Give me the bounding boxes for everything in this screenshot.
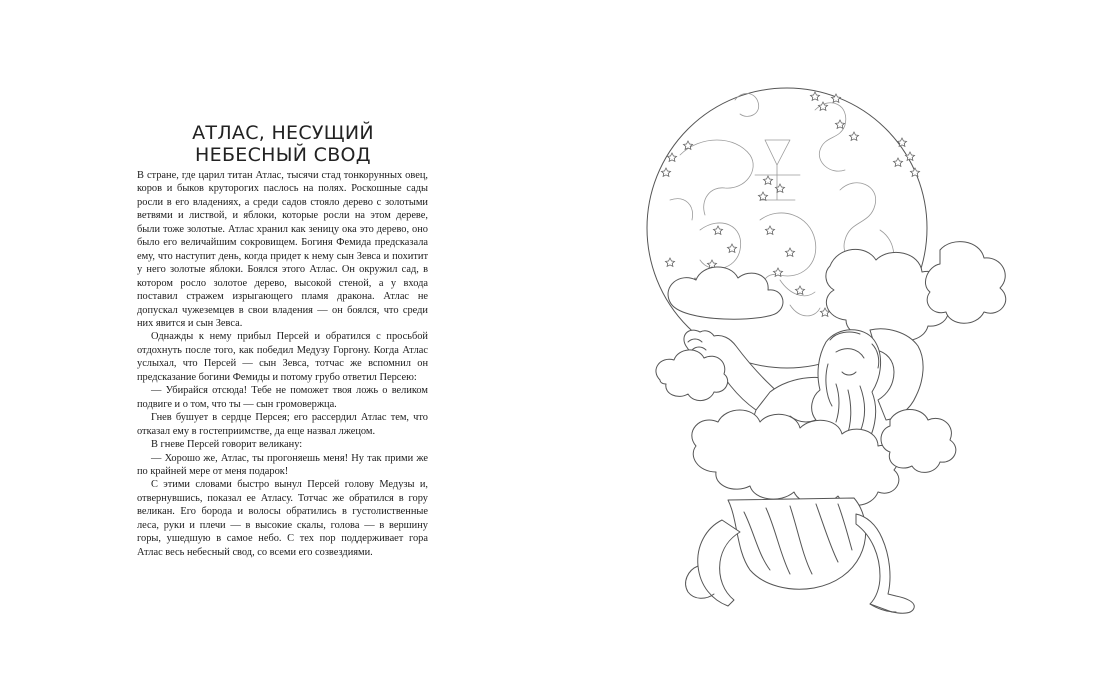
atlas-illustration: [640, 80, 1030, 625]
story-title-line-1: АТЛАС, НЕСУЩИЙ: [192, 122, 374, 144]
paragraph: Однажды к нему прибыл Персей и обратился с просьбой отдохнуть после того, как победил Медузу Горгону. Когда Атлас услыхал, что Персей — сын Зевса, тотчас же вспомнил он предсказание богини Фемиды и потому грубо ответил Персею:: [137, 331, 428, 383]
paragraph: Гнев бушует в сердце Персея; его рассердил Атлас тем, что отказал ему в гостеприимстве, да еще назвал лжецом.: [137, 412, 428, 437]
upper-clouds: [668, 242, 1006, 341]
paragraph: — Убирайся отсюда! Тебе не поможет твоя ложь о великом подвиге и о том, что ты — сын громовержца.: [137, 385, 428, 410]
paragraph: — Хорошо же, Атлас, ты прогоняешь меня! Ну так прими же по крайней мере от меня подарок!: [137, 452, 428, 477]
story-text: [137, 169, 428, 559]
paragraph: С этими словами быстро вынул Персей голову Медузы и, отвернувшись, показал ее Атласу. Тотчас же обратился в гору великан. Его борода и волосы обратились в густолиственные леса, руки и плечи — в высокие скалы, голова — в вершину горы, ушедшую в самое небо. С тех пор поддерживает гора Атлас весь небесный свод, со всеми его созвездиями.: [137, 479, 428, 558]
paragraph: В стране, где царил титан Атлас, тысячи стад тонкорунных овец, коров и быков круторогих паслось на полях. Роскошные сады росли в его владениях, а среди садов стояло дерево с золотыми ветвями и листвой, и яблоки, которые росли на этом дереве, были тоже золотые. Атлас хранил как зеницу ока это дерево, оно было его величайшим сокровищем. Богиня Фемида предсказала ему, что наступит день, когда придет к нему сын Зевса и похитит у него золотые яблоки. Боялся этого Атлас. Он окружил сад, в котором росло золотое дерево, высокой стеной, а у входа поставил стражем изрыгающего пламя дракона. Атлас не допускал чужеземцев в свои владения — он боялся, что среди них явится и сын Зевса.: [137, 170, 428, 329]
story-title-line-2: НЕБЕСНЫЙ СВОД: [195, 144, 371, 166]
story-title: [137, 122, 429, 166]
paragraph: В гневе Персей говорит великану:: [151, 439, 303, 451]
atlas-line-art: [640, 80, 1030, 625]
